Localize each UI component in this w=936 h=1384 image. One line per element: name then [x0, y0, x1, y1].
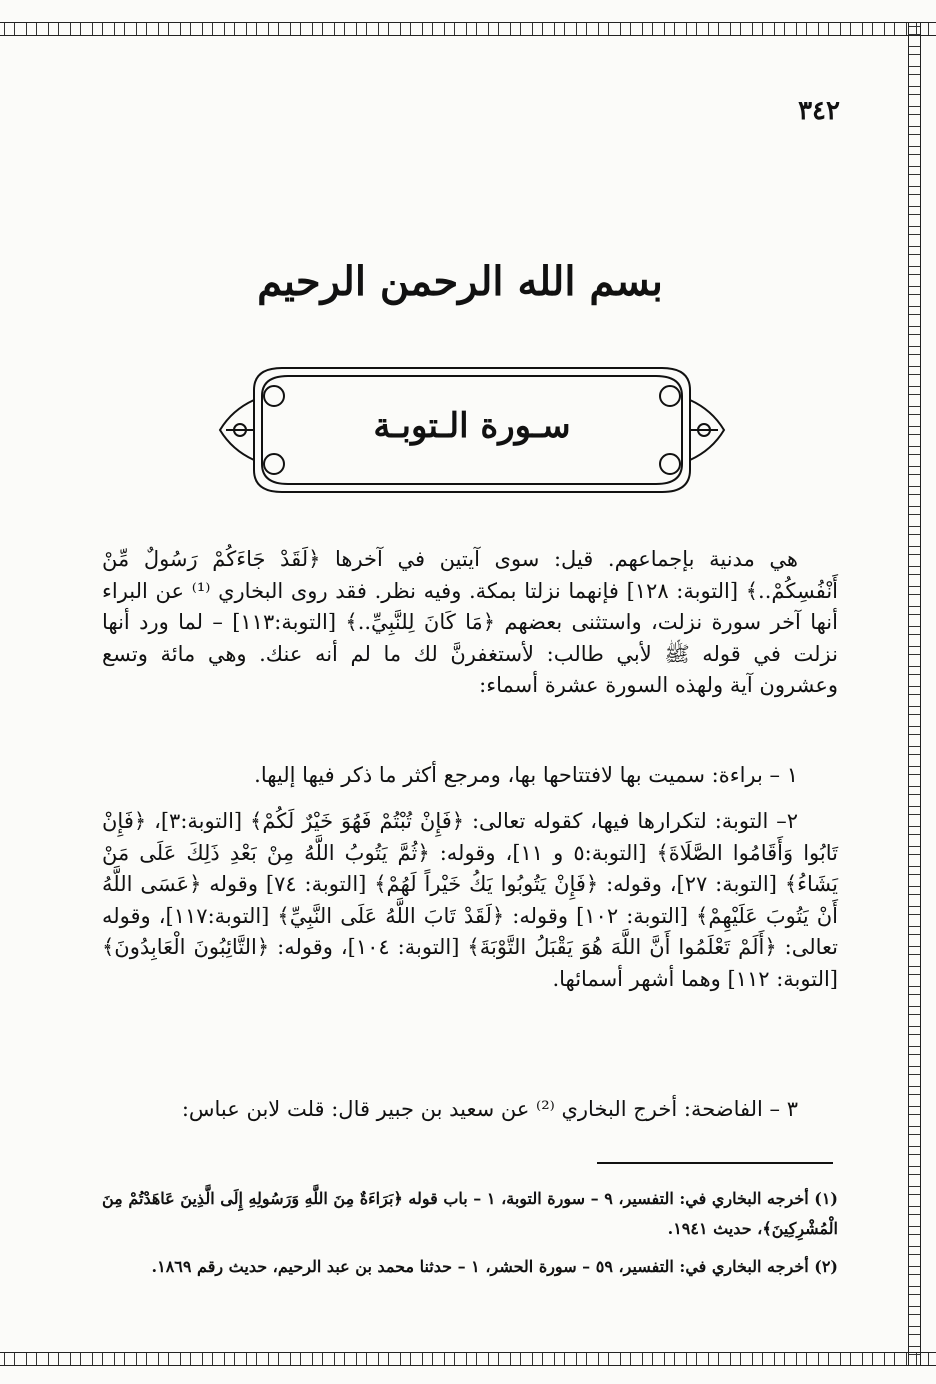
- item-fadiha-text: ٣ – الفاضحة: أخرج البخاري ⁽²⁾ عن سعيد بن جبير قال: قلت لابن عباس:: [181, 1097, 798, 1121]
- right-ornamental-border: [908, 22, 921, 1366]
- intro-text: هي مدنية بإجماعهم. قيل: سوى آيتين في آخرها ﴿لَقَدْ جَاءَكُمْ رَسُولٌ مِّنْ أَنْفُسِكُمْ..﴾ [التوبة: ١٢٨] فإنهما نزلتا بمكة. وفيه نظر. فقد روى البخاري ⁽¹⁾ عن البراء أنها آخر سورة نزلت، واستثنى بعضهم ﴿مَا كَانَ لِلنَّبِيِّ..﴾ [التوبة:١١٣] – لما ورد أنها نزلت في قوله ﷺ لأبي طالب: لأستغفرنَّ لك ما لم أنه عنك. وهي مائة وتسع وعشرون آية ولهذه السورة عشرة أسماء:: [102, 547, 838, 697]
- list-item: [102, 760, 838, 792]
- list-item: [102, 1094, 838, 1126]
- item-bara-text: ١ – براءة: سميت بها لافتتاحها بها، ومرجع أكثر ما ذكر فيها إليها.: [254, 763, 798, 787]
- page-number: ٣٤٢: [798, 96, 840, 126]
- footnote-1: [102, 1184, 838, 1244]
- intro-paragraph: [102, 544, 838, 702]
- top-ornamental-border: [0, 22, 936, 36]
- surah-title: سـورة الـتوبـة: [373, 406, 571, 446]
- list-item: [102, 806, 838, 995]
- footnote-2-text: (٢) أخرجه البخاري في: التفسير، ٥٩ – سورة الحشر، ١ – حدثنا محمد بن عبد الرحيم، حديث رقم ١٨٦٩.: [151, 1257, 838, 1276]
- surah-title-frame: [212, 360, 732, 500]
- footnote-1-text: (١) أخرجه البخاري في: التفسير، ٩ – سورة التوبة، ١ – باب قوله ﴿بَرَاءَةٌ مِنَ اللَّهِ وَرَسُولِهِ إِلَى الَّذِينَ عَاهَدْتُمْ مِنَ الْمُشْرِكِينَ﴾، حديث ١٩٤١.: [102, 1189, 838, 1238]
- basmala-heading: بسم الله الرحمن الرحيم: [257, 258, 663, 305]
- bottom-ornamental-border: [0, 1352, 936, 1366]
- item-tawba-text: ٢– التوبة: لتكرارها فيها، كقوله تعالى: ﴿فَإِنْ تُبْتُمْ فَهُوَ خَيْرٌ لَكُمْ﴾ [التوبة:٣]، ﴿فَإِنْ تَابُوا وَأَقَامُوا الصَّلَاةَ﴾ [التوبة:٥ و ١١]، وقوله: ﴿ثُمَّ يَتُوبُ اللَّهُ مِنْ بَعْدِ ذَلِكَ عَلَى مَنْ يَشَاءُ﴾ [التوبة: ٢٧]، وقوله: ﴿فَإِنْ يَتُوبُوا يَكُ خَيْراً لَهُمْ﴾ [التوبة: ٧٤] وقوله ﴿عَسَى اللَّهُ أَنْ يَتُوبَ عَلَيْهِمْ﴾ [التوبة: ١٠٢] وقوله: ﴿لَقَدْ تَابَ اللَّهُ عَلَى النَّبِيِّ﴾ [التوبة:١١٧]، وقوله تعالى: ﴿أَلَمْ تَعْلَمُوا أَنَّ اللَّهَ هُوَ يَقْبَلُ التَّوْبَةَ﴾ [التوبة: ١٠٤]، وقوله: ﴿التَّائِبُونَ الْعَابِدُونَ﴾ [التوبة: ١١٢] وهما أشهر أسمائها.: [102, 809, 839, 991]
- footnote-divider: [597, 1162, 833, 1164]
- footnote-2: [102, 1252, 838, 1282]
